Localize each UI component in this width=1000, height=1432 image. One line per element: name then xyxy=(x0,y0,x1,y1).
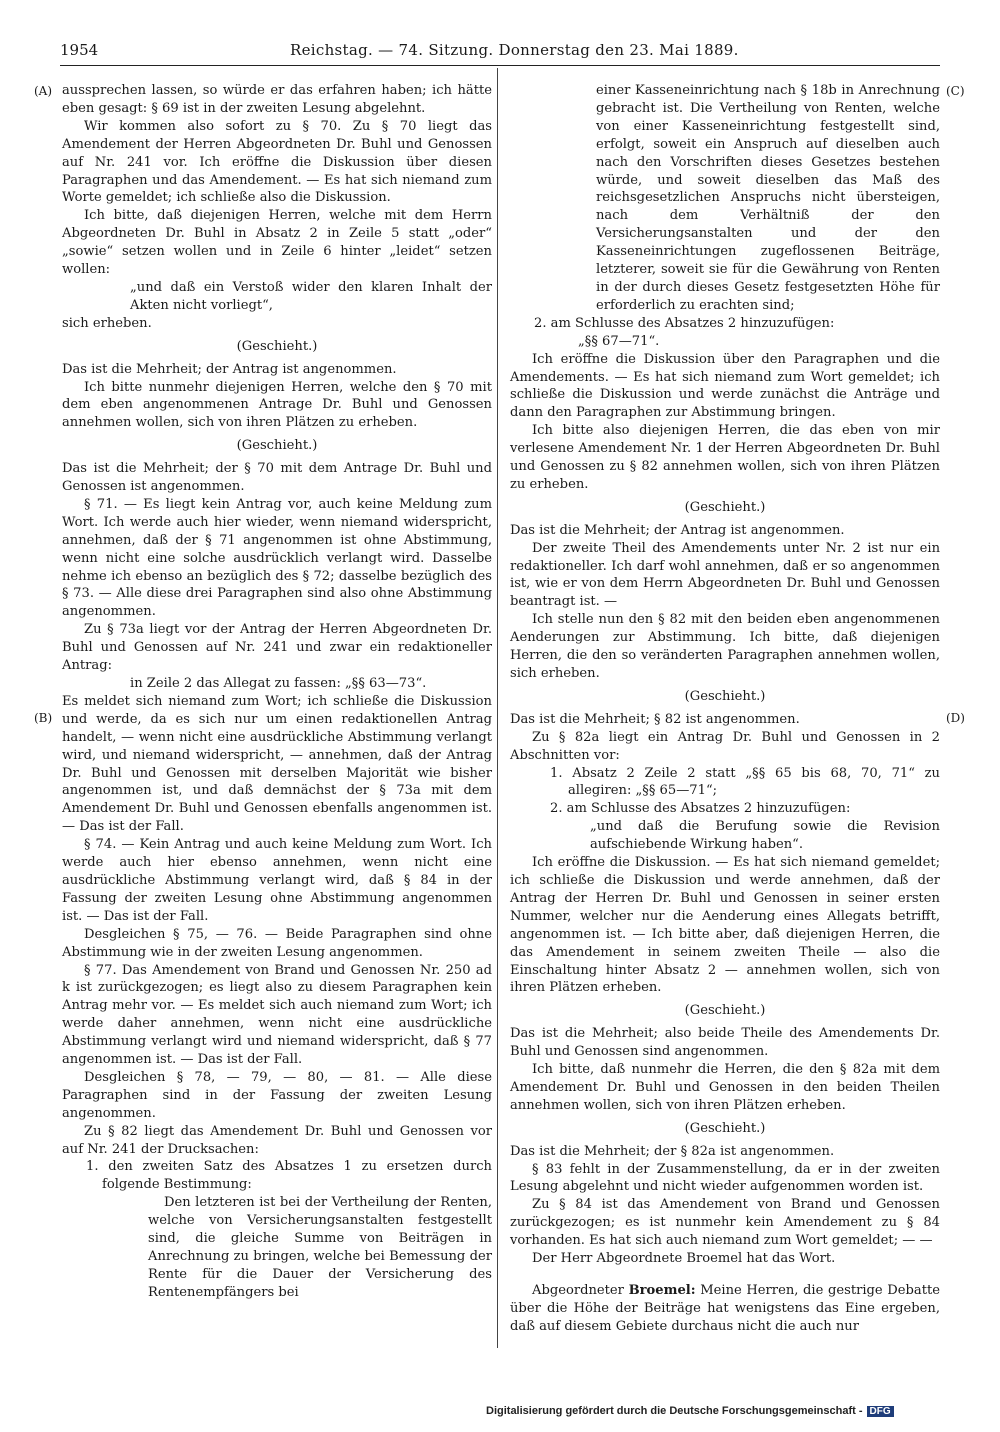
margin-mark-c: (C) xyxy=(946,84,965,98)
paragraph: Das ist die Mehrheit; der § 70 mit dem Antrage Dr. Buhl und Genossen ist angenommen. xyxy=(62,461,492,495)
speech-text: Meine Herren, die gestrige Debatte über die Höhe der Beiträge hat wenigstens das Eine ergeben, daß auf diesem Gebiete durchaus nicht die auch nur xyxy=(510,1283,940,1334)
quotation: „§§ 67—71“. xyxy=(578,333,660,349)
paragraph: Der Herr Abgeordnete Broemel hat das Wort. xyxy=(532,1251,836,1267)
running-head: Reichstag. — 74. Sitzung. Donnerstag den 23. Mai 1889. xyxy=(290,41,739,59)
paragraph: Desgleichen § 75, — 76. — Beide Paragraphen sind ohne Abstimmung wie in der zweiten Lesung angenommen. xyxy=(62,926,492,960)
list-item: 2. am Schlusse des Absatzes 2 hinzuzufügen: xyxy=(534,315,835,331)
paragraph: Ich bitte, daß nunmehr die Herren, die den § 82a mit dem Amendement Dr. Buhl und Genossen in den beiden Theilen annehmen wollen, sich von ihren Plätzen erheben. xyxy=(510,1062,940,1113)
paragraph: Wir kommen also sofort zu § 70. Zu § 70 liegt das Amendement der Herren Abgeordneten Dr. Buhl und Genossen auf Nr. 241 vor. Ich eröffne die Diskussion über diesen Paragraphen und das Amendement. — Es hat sich niemand zum Worte gemeldet; ich schließe also die Diskussion. xyxy=(62,118,492,206)
amendment-text: einer Kasseneinrichtung nach § 18b in Anrechnung gebracht ist. Die Vertheilung von Renten, welche von einer Kasseneinrichtung festgestellt sind, erfolgt, soweit ein Anspruch auf dieselben auch nach den Vorschriften dieses Gesetzes bestehen würde, und soweit dieselben das Maß des reichsgesetzlichen Anspruchs nicht übersteigen, nach dem Verhältniß der den Versicherungsanstalten und der den Kasseneinrichtungen zugeflossenen Beiträge, letzterer, soweit sie für die Gewährung von Renten in der durch dieses Gesetz festgesetzten Höhe für erforderlich zu erachten sind; xyxy=(596,83,940,313)
dfg-logo: DFG xyxy=(867,1406,894,1417)
paragraph: sich erheben. xyxy=(62,315,152,331)
paragraph: Es meldet sich niemand zum Wort; ich schließe die Diskussion und werde, da es sich nur um einen redaktionellen Antrag handelt, — wenn nicht eine ausdrückliche Abstimmung verlangt wird, und niemand widerspricht, — annehmen, daß der Antrag Dr. Buhl und Genossen mit derselben Majorität wie bisher angenommen ist, und daß demnächst der § 73a mit dem Amendement Dr. Buhl und Genossen ebenfalls angenommen ist. — Das ist der Fall. xyxy=(62,693,492,835)
paragraph: Der zweite Theil des Amendements unter Nr. 2 ist nur ein redaktioneller. Ich darf wohl annehmen, daß er so angenommen ist, wie er von dem Herrn Abgeordneten Dr. Buhl und Genossen beantragt ist. — xyxy=(510,540,940,610)
right-column xyxy=(510,82,940,1336)
column-divider xyxy=(497,68,498,1348)
paragraph: Zu § 82 liegt das Amendement Dr. Buhl und Genossen vor auf Nr. 241 der Drucksachen: xyxy=(62,1123,492,1157)
paragraph: Das ist die Mehrheit; der Antrag ist angenommen. xyxy=(510,522,845,538)
paragraph: § 74. — Kein Antrag und auch keine Meldung zum Wort. Ich werde auch hier ebenso annehmen, wenn nicht eine ausdrückliche Abstimmung verlangt wird, daß § 84 in der Fassung der zweiten Lesung ohne Abstimmung angenommen ist. — Das ist der Fall. xyxy=(62,837,492,924)
paragraph: Ich bitte also diejenigen Herren, die das eben von mir verlesene Amendement Nr. 1 der Herren Abgeordneten Dr. Buhl und Genossen zu § 82 annehmen wollen, sich von ihren Plätzen zu erheben. xyxy=(510,423,940,492)
left-column xyxy=(62,82,492,1302)
paragraph: Ich bitte, daß diejenigen Herren, welche mit dem Herrn Abgeordneten Dr. Buhl in Absatz 2 in Zeile 5 statt „oder“ „sowie“ setzen wollen und in Zeile 6 hinter „leidet“ setzen wollen: xyxy=(62,208,492,278)
stage-direction: (Geschieht.) xyxy=(684,1003,766,1019)
stage-direction: (Geschieht.) xyxy=(684,499,766,515)
paragraph: Das ist die Mehrheit; der § 82a ist angenommen. xyxy=(510,1143,835,1159)
paragraph: Desgleichen § 78, — 79, — 80, — 81. — Alle diese Paragraphen sind in der Fassung der zweiten Lesung angenommen. xyxy=(62,1069,492,1121)
paragraph: Ich eröffne die Diskussion. — Es hat sich niemand gemeldet; ich schließe die Diskussion und werde annehmen, daß der Antrag der Herren Dr. Buhl und Genossen in seiner ersten Nummer, welcher nur die Aenderung eines Allegats betrifft, angenommen ist. — Ich bitte aber, daß diejenigen Herren, die das Amendement in seinem zweiten Theile — also die Einschaltung hinter Absatz 2 — annehmen wollen, sich von ihren Plätzen erheben. xyxy=(510,855,940,996)
stage-direction: (Geschieht.) xyxy=(236,338,318,354)
stage-direction: (Geschieht.) xyxy=(684,688,766,704)
page-number: 1954 xyxy=(60,41,99,59)
list-item: 2. am Schlusse des Absatzes 2 hinzuzufügen: xyxy=(550,801,851,817)
paragraph: Das ist die Mehrheit; § 82 ist angenommen. xyxy=(510,711,800,727)
paragraph: § 77. Das Amendement von Brand und Genossen Nr. 250 ad k ist zurückgezogen; es liegt also zu diesem Paragraphen kein Antrag mehr vor. — Es meldet sich auch niemand zum Wort; ich werde daher annehmen, wenn nicht eine ausdrückliche Abstimmung verlangt wird und niemand widerspricht, daß § 77 angenommen ist. — Das ist der Fall. xyxy=(62,962,492,1068)
stage-direction: (Geschieht.) xyxy=(684,1120,766,1136)
paragraph: Ich eröffne die Diskussion über den Paragraphen und die Amendements. — Es hat sich niemand zum Wort gemeldet; ich schließe die Diskussion und werde zunächst die Anträge und dann den Paragraphen zur Abstimmung bringen. xyxy=(510,351,940,421)
stage-direction: (Geschieht.) xyxy=(236,438,318,454)
credit-text: Digitalisierung gefördert durch die Deutsche Forschungsgemeinschaft - xyxy=(486,1405,863,1417)
quotation: „und daß die Berufung sowie die Revision aufschiebende Wirkung haben“. xyxy=(590,819,940,853)
paragraph: Ich stelle nun den § 82 mit den beiden eben angenommenen Aenderungen zur Abstimmung. Ich bitte, daß diejenigen Herren, die den so veränderten Paragraphen annehmen wollen, sich erheben. xyxy=(510,612,940,681)
speaker-name: Broemel: xyxy=(628,1283,696,1298)
paragraph: § 71. — Es liegt kein Antrag vor, auch keine Meldung zum Wort. Ich werde auch hier wieder, wenn niemand widerspricht, annehmen, daß der § 71 angenommen ist ohne Abstimmung, wenn nicht eine solche ausdrücklich verlangt wird. Dasselbe nehme ich ebenso an bezüglich des § 72; dasselbe bezüglich des § 73. — Alle diese drei Paragraphen sind also ohne Abstimmung angenommen. xyxy=(62,496,492,620)
paragraph: Das ist die Mehrheit; also beide Theile des Amendements Dr. Buhl und Genossen sind angenommen. xyxy=(510,1026,940,1060)
paragraph: aussprechen lassen, so würde er das erfahren haben; ich hätte eben gesagt: § 69 ist in der zweiten Lesung abgelehnt. xyxy=(62,83,492,116)
paragraph: Zu § 82a liegt ein Antrag Dr. Buhl und Genossen in 2 Abschnitten vor: xyxy=(510,729,940,763)
margin-mark-b: (B) xyxy=(34,711,53,725)
margin-mark-a: (A) xyxy=(34,84,53,98)
paragraph: § 83 fehlt in der Zusammenstellung, da er in der zweiten Lesung abgelehnt und nicht wieder aufgenommen worden ist. xyxy=(510,1161,940,1195)
list-item: 1. den zweiten Satz des Absatzes 1 zu ersetzen durch folgende Bestimmung: xyxy=(86,1159,492,1193)
quotation: in Zeile 2 das Allegat zu fassen: „§§ 63—73“. xyxy=(130,676,427,691)
margin-mark-d: (D) xyxy=(946,711,965,725)
speech-paragraph xyxy=(510,1282,940,1336)
quotation: „und daß ein Verstoß wider den klaren Inhalt der Akten nicht vorliegt“, xyxy=(130,279,492,313)
paragraph: Das ist die Mehrheit; der Antrag ist angenommen. xyxy=(62,361,397,377)
speaker-intro: Abgeordneter xyxy=(532,1283,624,1298)
paragraph: Zu § 73a liegt vor der Antrag der Herren Abgeordneten Dr. Buhl und Genossen auf Nr. 241 und zwar ein redaktioneller Antrag: xyxy=(62,622,492,674)
digitization-credit xyxy=(486,1405,990,1423)
amendment-text: Den letzteren ist bei der Vertheilung der Renten, welche von Versicherungsanstalten festgestellt sind, die gleiche Summe von Beiträgen in Anrechnung zu bringen, welche bei Bemessung der Rente für die Dauer der Versicherung des Rentenempfängers bei xyxy=(148,1195,492,1300)
page-header xyxy=(60,41,940,63)
header-rule xyxy=(60,65,940,66)
list-item: 1. Absatz 2 Zeile 2 statt „§§ 65 bis 68, 70, 71“ zu allegiren: „§§ 65—71“; xyxy=(550,765,940,799)
paragraph: Zu § 84 ist das Amendement von Brand und Genossen zurückgezogen; es ist nunmehr kein Amendement zu § 84 vorhanden. Es hat sich auch niemand zum Wort gemeldet; — — xyxy=(510,1197,940,1249)
paragraph: Ich bitte nunmehr diejenigen Herren, welche den § 70 mit dem eben angenommenen Antrage Dr. Buhl und Genossen annehmen wollen, sich von ihren Plätzen zu erheben. xyxy=(62,379,492,431)
